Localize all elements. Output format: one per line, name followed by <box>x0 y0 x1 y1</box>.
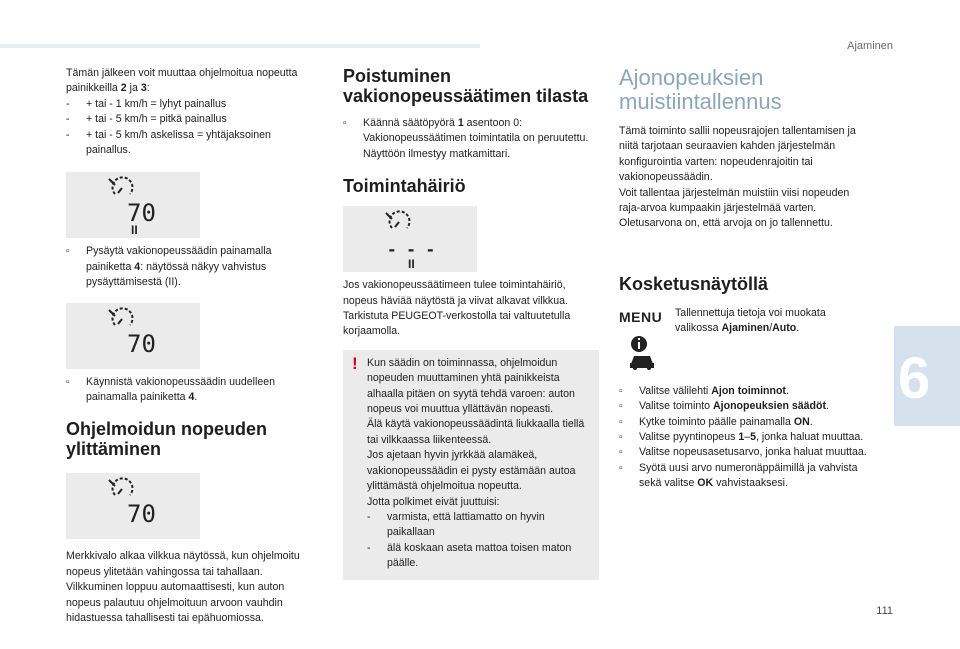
display-overspeed <box>66 473 200 539</box>
exit-step: ▫ Käännä säätöpyörä 1 asentoon 0: Vakionopeussäätimen toimintatila on peruutettu. Näyttöön ilmestyy matkamittari. <box>343 117 589 160</box>
step-item: ▫ Syötä uusi arvo numeronäppäimillä ja vahvista sekä valitse OK vahvistaaksesi. <box>619 461 858 490</box>
pause-step: ▫ Pysäytä vakionopeussäädin painamalla painiketta 4: näytössä näkyy vahvistus pysäyttämisestä (II). <box>66 245 272 289</box>
chapter-number: 6 <box>898 346 931 411</box>
cruise-paused-display-icon <box>66 172 200 238</box>
steps-list <box>619 384 869 492</box>
svg-text:II: II <box>408 257 415 272</box>
section-title: Ajaminen <box>847 40 893 52</box>
adjust-item: - + tai - 5 km/h = pitkä painallus <box>66 113 227 126</box>
resume-step: ▫ Käynnistä vakionopeussäädin uudelleen painamalla painiketta 4. <box>66 375 276 404</box>
warning-para: Älä käytä vakionopeussäädintä liukkaalla tiellä tai vilkkaassa liikenteessä. <box>367 418 585 446</box>
cruise-fault-display-icon <box>343 206 477 272</box>
cruise-overspeed-display-icon <box>66 473 200 539</box>
overspeed-text: Merkkivalo alkaa vilkkua näytössä, kun ohjelmoitu nopeus ylitetään vahingossa tai tahallaan. <box>66 550 300 578</box>
column-3 <box>619 66 869 492</box>
column-1 <box>66 66 306 627</box>
column-2 <box>343 66 599 580</box>
memory-heading: Ajonopeuksien muistiintallennus <box>619 65 782 114</box>
warning-item: - varmista, että lattiamatto on hyvin paikallaan <box>367 510 545 539</box>
overspeed-heading: Ohjelmoidun nopeuden ylittäminen <box>66 419 267 460</box>
display-resume <box>66 303 200 369</box>
display-fault <box>343 206 477 272</box>
menu-icon: MENU <box>619 308 663 325</box>
adjust-item: - + tai - 5 km/h askelissa = yhtäjaksoinen painallus. <box>66 128 271 157</box>
svg-text:- - -: - - - <box>387 240 436 260</box>
svg-text:II: II <box>131 223 138 238</box>
page-number: 111 <box>876 605 893 617</box>
warning-box <box>343 350 599 580</box>
warning-item: - älä koskaan aseta mattoa toisen maton päälle. <box>367 541 572 570</box>
intro-text: Tämän jälkeen voit muuttaa ohjelmoitua nopeutta painikkeilla 2 ja 3: <box>66 67 298 95</box>
touch-intro: Tallennettuja tietoja voi muokata valikossa Ajaminen/Auto. <box>675 306 826 335</box>
memory-text: Oletusarvona on, että arvoja on jo tallennettu. <box>619 217 833 230</box>
fault-heading: Toimintahäiriö <box>343 176 466 197</box>
svg-text:70: 70 <box>127 199 156 228</box>
step-item: ▫ Valitse nopeusasetusarvo, jonka haluat muuttaa. <box>619 446 867 459</box>
display-paused <box>66 172 200 238</box>
step-item: ▫ Valitse pyyntinopeus 1–5, jonka haluat muuttaa. <box>619 431 864 444</box>
warning-para: Jos ajetaan hyvin jyrkkää alamäkeä, vakionopeussäädin ei pysty estämään autoa ylittämästä ohjelmoitua nopeutta. <box>367 449 576 493</box>
overspeed-text-2: Vilkkuminen loppuu automaattisesti, kun auton nopeus palautuu ohjelmoituun arvoon vauhdin hidastuessa tahallisesti tai epähuomiossa. <box>66 581 285 625</box>
step-item: ▫ Kytke toiminto päälle painamalla ON. <box>619 415 813 428</box>
step-item: ▫ Valitse välilehti Ajon toiminnot. <box>619 384 789 397</box>
step-item: ▫ Valitse toiminto Ajonopeuksien säädöt. <box>619 400 829 413</box>
cruise-active-display-icon <box>66 303 200 369</box>
svg-text:70: 70 <box>127 329 156 358</box>
touch-heading: Kosketusnäytöllä <box>619 273 769 294</box>
exit-heading: Poistuminen vakionopeussäätimen tilasta <box>343 66 589 106</box>
car-info-icon <box>627 334 659 370</box>
warning-para: Kun säädin on toiminnassa, ohjelmoidun nopeuden muuttaminen yhtä painikkeista alhaalla pitäen on syytä tehdä varoen: auton nopeus voi muuttua yllättävän nopeasti. <box>367 356 575 416</box>
svg-text:70: 70 <box>127 500 156 529</box>
memory-text: Tämä toiminto sallii nopeusrajojen tallentamisen ja niitä tarjotaan seuraavien kahden järjestelmän konfigurointia varten: nopeudenrajoitin tai vakionopeussäädin. <box>619 125 856 184</box>
memory-text: Voit tallentaa järjestelmän muistiin viisi nopeuden raja-arvoa kumpaakin järjestelmää varten. <box>619 186 850 215</box>
menu-row <box>619 306 869 382</box>
warning-icon: ! <box>352 353 358 373</box>
top-accent-bar <box>0 44 480 48</box>
adjust-item: - + tai - 1 km/h = lyhyt painallus <box>66 97 227 110</box>
warning-para: Jotta polkimet eivät juuttuisi: <box>367 495 500 508</box>
fault-text: Jos vakionopeussäätimeen tulee toimintahäiriö, nopeus häviää näytöstä ja viivat alkavat vilkkua. Tarkistuta PEUGEOT-verkostolla tai valtuutetulla korjaamolla. <box>343 279 571 338</box>
